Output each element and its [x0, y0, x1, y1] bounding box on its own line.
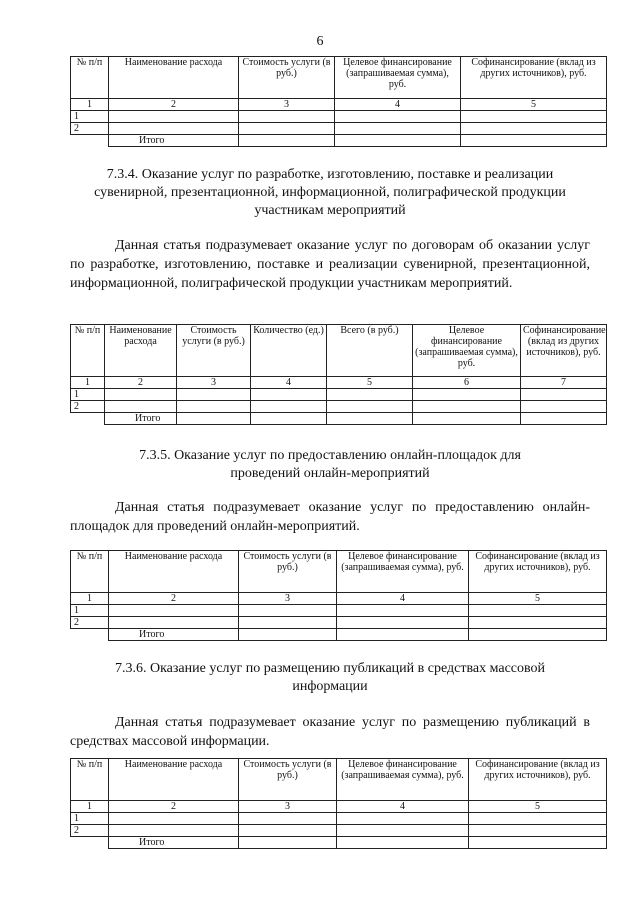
col-number: 6	[413, 377, 521, 389]
row-index: 1	[71, 111, 109, 123]
row-index: 2	[71, 825, 109, 837]
header-num: № п/п	[71, 57, 109, 99]
header-num: № п/п	[71, 759, 109, 801]
header-cofin: Софинансирование (вклад из других источников), руб.	[461, 57, 607, 99]
header-cost: Стоимость услуги (в руб.)	[239, 57, 335, 99]
header-num: № п/п	[71, 551, 109, 593]
row-index: 1	[71, 813, 109, 825]
row-index: 1	[71, 389, 105, 401]
total-label: Итого	[105, 413, 177, 425]
header-name: Наименование расхода	[109, 57, 239, 99]
header-cofin: Софинансирование (вклад из других источников), руб.	[469, 551, 607, 593]
col-number: 2	[109, 99, 239, 111]
header-qty: Количество (ед.)	[251, 325, 327, 377]
header-target: Целевое финансирование (запрашиваемая сумма), руб.	[337, 759, 469, 801]
section-text-7-3-6: Данная статья подразумевает оказание услуг по размещению публикаций в средствах массовой информации.	[70, 715, 590, 749]
col-number: 4	[335, 99, 461, 111]
header-cofin: Софинансирование (вклад из других источников), руб.	[521, 325, 607, 377]
row-index: 2	[71, 401, 105, 413]
col-number: 1	[71, 99, 109, 111]
section-heading-7-3-4: 7.3.4. Оказание услуг по разработке, изготовлению, поставке и реализации сувенирной, презентационной, информационной, полиграфической продукции участникам мероприятий	[94, 167, 566, 218]
budget-table-3	[70, 550, 607, 641]
col-number: 3	[239, 593, 337, 605]
row-index: 2	[71, 123, 109, 135]
header-name: Наименование расхода	[109, 551, 239, 593]
col-number: 3	[239, 99, 335, 111]
row-index: 1	[71, 605, 109, 617]
col-number: 7	[521, 377, 607, 389]
header-target: Целевое финансирование (запрашиваемая сумма), руб.	[335, 57, 461, 99]
section-heading-7-3-5: 7.3.5. Оказание услуг по предоставлению онлайн-площадок для проведений онлайн-мероприятий	[139, 448, 521, 481]
col-number: 4	[251, 377, 327, 389]
total-label: Итого	[109, 837, 239, 849]
col-number: 3	[177, 377, 251, 389]
header-target: Целевое финансирование (запрашиваемая сумма), руб.	[413, 325, 521, 377]
budget-table-4	[70, 758, 607, 849]
col-number: 2	[105, 377, 177, 389]
col-number: 4	[337, 593, 469, 605]
header-cofin: Софинансирование (вклад из других источников), руб.	[469, 759, 607, 801]
col-number: 5	[461, 99, 607, 111]
page-number: 6	[316, 34, 324, 49]
header-num: № п/п	[71, 325, 105, 377]
col-number: 1	[71, 593, 109, 605]
section-heading-7-3-6: 7.3.6. Оказание услуг по размещению публикаций в средствах массовой информации	[114, 661, 546, 694]
header-name: Наименование расхода	[105, 325, 177, 377]
col-number: 2	[109, 593, 239, 605]
section-text-7-3-5: Данная статья подразумевает оказание услуг по предоставлению онлайн-площадок для проведений онлайн-мероприятий.	[70, 500, 590, 534]
header-cost: Стоимость услуги (в руб.)	[239, 759, 337, 801]
col-number: 1	[71, 377, 105, 389]
col-number: 3	[239, 801, 337, 813]
col-number: 4	[337, 801, 469, 813]
budget-table-2	[70, 324, 607, 425]
col-number: 1	[71, 801, 109, 813]
header-cost: Стоимость услуги (в руб.)	[239, 551, 337, 593]
col-number: 2	[109, 801, 239, 813]
header-target: Целевое финансирование (запрашиваемая сумма), руб.	[337, 551, 469, 593]
col-number: 5	[469, 593, 607, 605]
header-cost: Стоимость услуги (в руб.)	[177, 325, 251, 377]
col-number: 5	[469, 801, 607, 813]
section-text-7-3-4: Данная статья подразумевает оказание услуг по договорам об оказании услуг по разработке, изготовлению, поставке и реализации сувенирной, презентационной, информационной, полиграфической продукции участникам мероприятий.	[70, 238, 590, 291]
col-number: 5	[327, 377, 413, 389]
header-total: Всего (в руб.)	[327, 325, 413, 377]
total-label: Итого	[109, 629, 239, 641]
row-index: 2	[71, 617, 109, 629]
budget-table-1	[70, 56, 607, 147]
header-name: Наименование расхода	[109, 759, 239, 801]
total-label: Итого	[109, 135, 239, 147]
